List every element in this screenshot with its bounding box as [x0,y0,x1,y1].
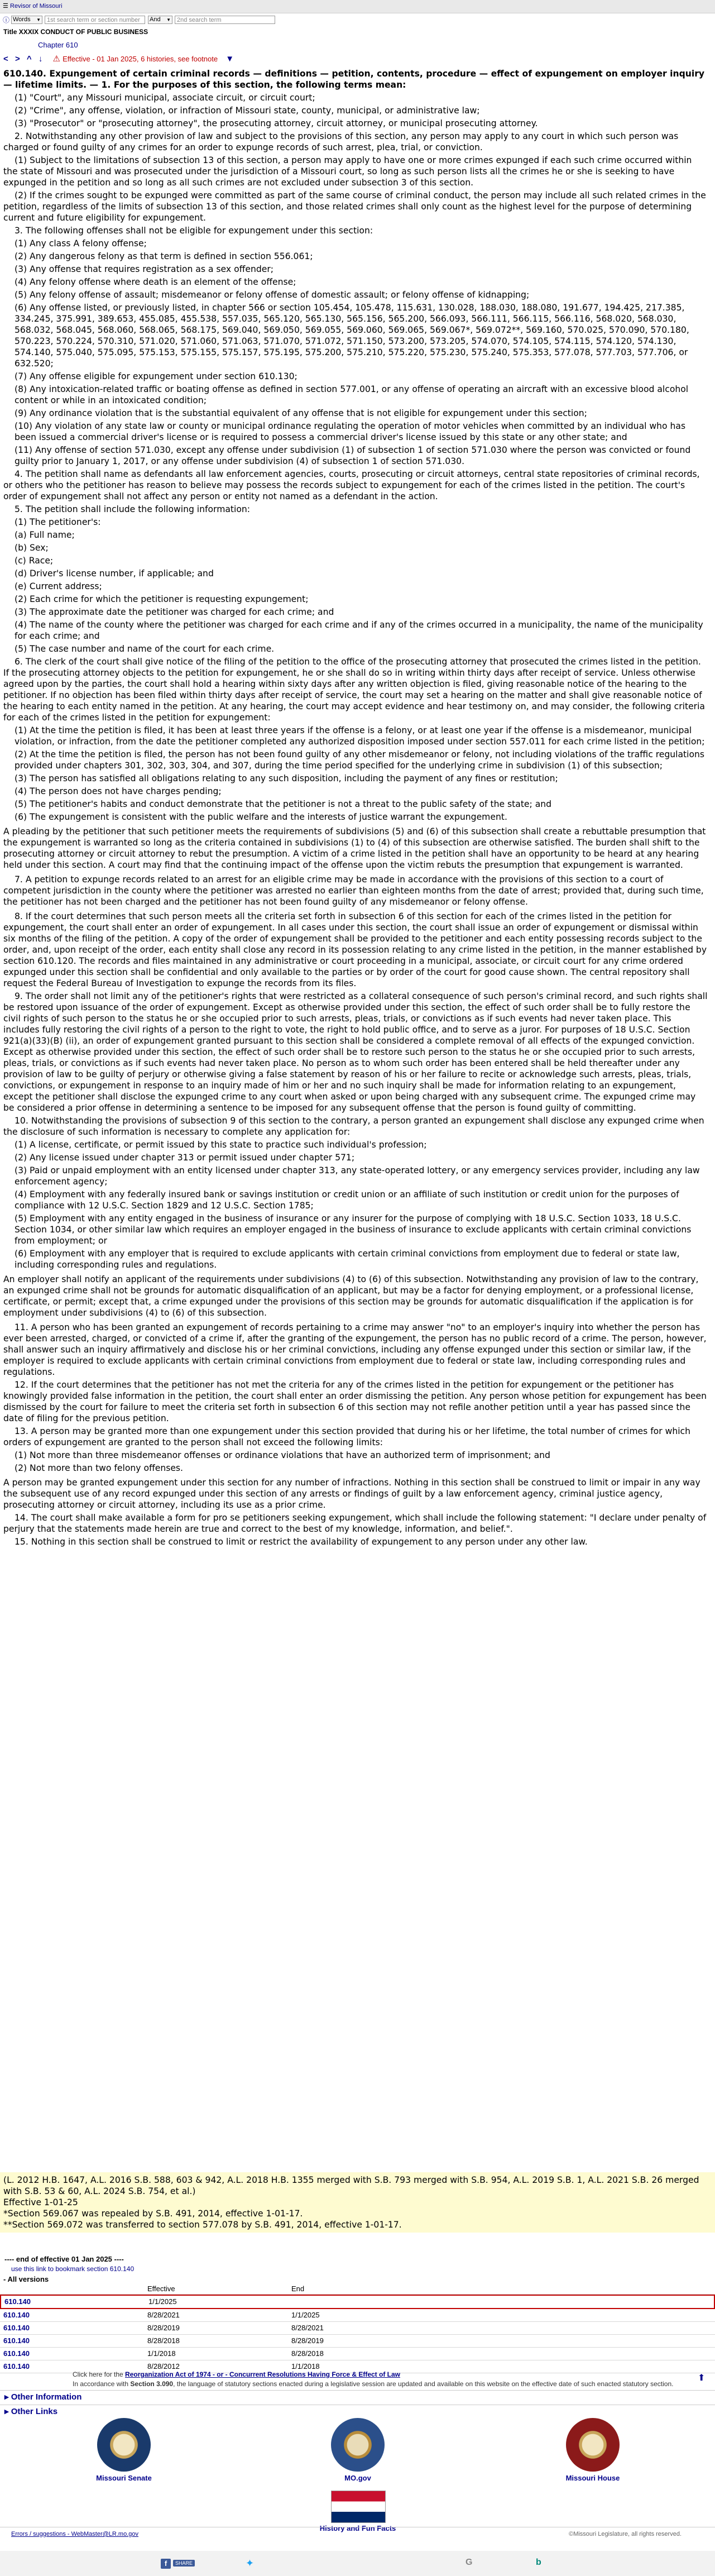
statute-paragraph: (3) "Prosecutor" or "prosecuting attorney", the prosecuting attorney, circuit attorney, or municipal prosecuting attorney. [15,118,538,128]
statute-paragraph: (1) The petitioner's: [15,517,101,527]
search-row [0,14,715,26]
version-effective: 1/1/2018 [147,2349,176,2358]
copyright: ©Missouri Legislature, all rights reserved. [569,2531,682,2537]
nav-up-button[interactable]: ^ [26,54,32,64]
google-icon[interactable]: G [466,2558,473,2567]
statute-paragraph: (2) Any dangerous felony as that term is defined in section 556.061; [15,251,313,261]
statute-paragraph: 7. A petition to expunge records related to an arrest for an eligible crime may be made in accordance with the provisions of this section to a court of competent jurisdiction in the county where the petitioner was arrested no earlier than eighteen months from the date of arrest; provided that, during such time, the petitioner has not been charged and the petitioner has not been found guilty of any misdemeanor or felony offense. [3,874,704,907]
statute-paragraph: 15. Nothing in this section shall be construed to limit or restrict the availability of expungement to any person under any other law. [15,1537,588,1547]
search-term2-input[interactable]: 2nd search term [175,16,275,24]
history-effective: Effective 1-01-25 [3,2197,78,2207]
notice-line-2 [73,2379,692,2389]
other-links-label: ▸ Other Links [4,2407,58,2416]
social-bar [0,2551,715,2576]
versions-header-row [0,2284,715,2295]
errors-link[interactable]: Errors / suggestions - WebMaster@LR.mo.gov [11,2531,138,2537]
statute-paragraph: (1) A license, certificate, or permit issued by this state to practice such individual's profession; [15,1140,427,1150]
house-seal-icon[interactable] [566,2418,620,2472]
version-effective: 8/28/2019 [147,2324,180,2332]
senate-seal-icon[interactable] [97,2418,151,2472]
version-section-link[interactable]: 610.140 [4,2297,31,2306]
statute-paragraph: (4) Any felony offense where death is an element of the offense; [15,277,296,287]
statute-paragraph: 8. If the court determines that such person meets all the criteria set forth in subsection 6 of this section for each of the crimes listed in the petition for expungement, the court shall enter an order of expungement. In all cases under this section, the court shall issue an order of expungement or dismissal within six months of the filing of the petition. A copy of the order of expungement shall be provided to the petitioner and each entity possessing records subject to the order, and, upon receipt of the order, each entity shall close any record in its possession relating to any crime listed in the petition, in the manner established by section 610.120. The records and files maintained in any administrative or court proceeding in a municipal, associate, or circuit court for any crime ordered expunged under this section shall be confidential and only available to the parties or by order of the court for good cause shown. The central repository shall request the Federal Bureau of Investigation to expunge the records from its files. [3,911,707,988]
nav-down-button[interactable]: ↓ [38,54,43,64]
statute-paragraph: (5) Employment with any entity engaged in the business of insurance or any insurer for the purpose of complying with 18 U.S.C. Section 1033, 18 U.S.C. Section 1034, or other similar law which requires an employer engaged in the business of insurance to exclude applicants with certain criminal convictions from employment; or [15,1213,692,1246]
notice-line2-prefix: In accordance with [73,2380,131,2388]
version-row[interactable] [0,2322,715,2335]
statute-paragraph: (2) If the crimes sought to be expunged were committed as part of the same course of criminal conduct, the person may include all such related crimes in the petition, regardless of the limits of subsection 13 of this section, and those related crimes shall only count as the highest level for the purpose of determining current and future eligibility for expungement. [3,190,706,223]
notice-line2-rest: , the language of statutory sections enacted during a legislative session are updated and available on this website on the effective date of such enacted statutory section. [173,2380,674,2388]
mogov-label[interactable]: MO.gov [344,2474,371,2482]
statute-paragraph: 10. Notwithstanding the provisions of subsection 9 of this section to the contrary, a person granted an expungement shall disclose any expunged crime when the disclosure of such information is necessary to complete any application for: [3,1116,704,1137]
statute-paragraph: (1) Not more than three misdemeanor offenses or ordinance violations that have an authorized term of imprisonment; and [15,1450,550,1460]
version-effective: 1/1/2025 [148,2297,177,2306]
statute-paragraph: (6) Employment with any employer that is required to exclude applicants with certain criminal convictions from employment due to federal or state law, including corresponding rules and regulations. [15,1249,680,1270]
warning-icon: ⚠ [52,54,60,64]
version-section-link[interactable]: 610.140 [3,2336,30,2345]
nav-prev-button[interactable]: < [3,54,8,64]
history-block [0,2172,715,2233]
statute-paragraph: (11) Any offense of section 571.030, except any offense under subdivision (1) of subsection 1 of section 571.030 where the person was convicted or found guilty prior to January 1, 2017, or any offense under subdivision (4) of subsection 1 of section 571.030. [15,445,691,466]
version-row[interactable] [0,2309,715,2322]
statute-paragraph: (1) At the time the petition is filed, it has been at least three years if the offense is a felony, or at least one year if the offense is a misdemeanor, municipal violation, or infraction, from the date the petitioner completed any authorized disposition imposed under section 557.011 for each crime listed in the petition; [15,725,705,747]
house-label[interactable]: Missouri House [565,2474,620,2482]
history-label[interactable]: History and Fun Facts [319,2524,396,2532]
senate-label[interactable]: Missouri Senate [96,2474,152,2482]
statute-paragraph: (2) Any license issued under chapter 313 or permit issued under chapter 571; [15,1153,355,1163]
facebook-icon[interactable]: f [161,2559,171,2569]
search-term1-input[interactable]: 1st search term or section number [45,16,145,24]
effective-note[interactable]: Effective - 01 Jan 2025, 6 histories, see footnote [63,55,218,63]
statute-paragraph: 3. The following offenses shall not be eligible for expungement under this section: [15,226,373,236]
statute-paragraph: (4) Employment with any federally insured bank or savings institution or credit union or an affiliate of such institution or credit union for the purposes of compliance with 12 U.S.C. Section 1829 and 12 U.S.C. Section 1785; [15,1189,679,1211]
version-section-link[interactable]: 610.140 [3,2311,30,2319]
statute-paragraph: A pleading by the petitioner that such petitioner meets the requirements of subdivisions (5) and (6) of this subsection shall create a rebuttable presumption that the expungement is warranted so long as the criteria contained in subdivisions (1) to (4) of this subsection are otherwise satisfied. The burden shall shift to the prosecuting attorney or circuit attorney to rebut the presumption. A victim of a crime listed in the petition shall have an opportunity to be heard at any hearing held under this section. A court may find that the continuing impact of the offense upon the victim rebuts the presumption that expungement is warranted. [3,826,706,870]
statute-paragraph: (2) At the time the petition is filed, the person has not been found guilty of any other misdemeanor or felony, not including violations of the traffic regulations provided under chapters 301, 302, 303, 304, and 307, during the time period specified for the underlying crime in subdivision (1) of this subsection; [15,749,705,771]
statute-paragraph: (6) The expungement is consistent with the public welfare and the interests of justice warrant the expungement. [15,812,507,822]
chapter-link[interactable]: Chapter 610 [38,41,78,49]
version-effective: 8/28/2012 [147,2362,180,2371]
nav-next-button[interactable]: > [15,54,20,64]
bookmark-icon[interactable]: ▼ [225,54,234,64]
statute-paragraph: An employer shall notify an applicant of the requirements under subdivisions (4) to (6) of this subsection. Notwithstanding any provision of law to the contrary, an expunged crime shall not be grounds for automatic disqualification of an applicant, but may be a factor for denying employment, or a professional license, certificate, or permit; except that, a crime expunged under the provisions of this section may be grounds for automatic disqualification if the application is for employment under subdivisions (4) to (6) of this subsection. [3,1274,699,1318]
scroll-top-icon[interactable]: ⬆ [698,2373,706,2383]
statute-paragraph: (b) Sex; [15,543,49,553]
statute-paragraphs [3,92,708,1547]
bing-icon[interactable]: b [536,2558,541,2567]
version-row[interactable] [0,2348,715,2360]
version-end: 1/1/2018 [291,2362,320,2371]
version-end: 1/1/2025 [291,2311,320,2319]
statute-paragraph: (8) Any intoxication-related traffic or boating offense as defined in section 577.001, or any offense of operating an aircraft with an excessive blood alcohol content or while in an intoxicated condition; [15,384,689,405]
statute-paragraph: (5) The petitioner's habits and conduct demonstrate that the petitioner is not a threat to the public safety of the state; and [15,799,552,809]
reorganization-link[interactable]: Reorganization Act of 1974 - or - Concurrent Resolutions Having Force & Effect of Law [125,2371,400,2378]
version-row[interactable] [0,2295,715,2309]
statute-paragraph: 14. The court shall make available a form for pro se petitioners seeking expungement, which shall include the following statement: "I declare under penalty of perjury that the statements made herein are true and correct to the best of my knowledge, information, and belief.". [3,1513,707,1534]
chevron-down-icon: ▼ [36,17,41,22]
title-line: Title XXXIX CONDUCT OF PUBLIC BUSINESS [3,28,148,36]
other-information-label: ▸ Other Information [4,2392,82,2402]
statute-paragraph: 13. A person may be granted more than one expungement under this section provided that during his or her lifetime, the total number of crimes for which orders of expungement are granted to the person shall not exceed the following limits: [3,1426,691,1447]
statute-paragraph: (c) Race; [15,556,54,566]
statute-paragraph: 11. A person who has been granted an expungement of records pertaining to a crime may answer "no" to an employer's inquiry into whether the person has ever been arrested, charged, or convicted of a crime if, after the granting of the expungement, the person has no public record of a crime. The person, however, shall answer such an inquiry affirmatively and disclose his or her criminal convictions, including any offense expunged under this section or similar law, if the employer is required to exclude applicants with certain criminal convictions from employment due to federal or state law, including corresponding rules and regulations. [3,1322,707,1377]
statute-paragraph: (4) The name of the county where the petitioner was charged for each crime and if any of the crimes occurred in a municipality, the name of the municipality for each crime; and [15,620,703,641]
statute-paragraph: 9. The order shall not limit any of the petitioner's rights that were restricted as a collateral consequence of such person's criminal record, and such rights shall be restored upon issuance of the order of expungement. Except as otherwise provided under this section, the effect of such order shall be to fully restore the civil rights of such person to the status he or she occupied prior to such arrests, pleas, trials, or convictions as if such events had never taken place. This includes fully restoring the civil rights of a person to the right to vote, the right to hold public office, and to serve as a juror. For purposes of 18 U.S.C. Section 921(a)(33)(B) (ii), an order of expungement granted pursuant to this section shall be considered a complete removal of all effects of the expunged conviction. Except as otherwise provided under this section, the effect of such order shall be to restore such person to the status he or she occupied prior to such arrests, pleas, trials, or convictions as if such events had never taken place. No person as to whom such order has been entered shall be held thereafter under any provision of law to be guilty of perjury or otherwise giving a false statement by reason of his or her failure to recite or acknowledge such arrests, pleas, trials, convictions, or expungement in response to an inquiry made of him or her and no such inquiry shall be made for information relating to an expungement, except the petitioner shall disclose the expunged crime to any court when asked or upon being charged with any subsequent crime. The expunged crime may be considered a prior offense in determining a sentence to be imposed for any subsequent offense that the person is found guilty of committing. [3,991,708,1113]
statute-paragraph: (3) The approximate date the petitioner was charged for each crime; and [15,607,334,617]
home-icon[interactable]: ☰ [3,3,8,9]
bookmark-note[interactable]: use this link to bookmark section 610.140 [11,2265,135,2273]
history-note [0,2172,715,2233]
version-effective: 8/28/2018 [147,2336,180,2345]
versions-rows [0,2295,715,2373]
history-footnote-1: *Section 569.067 was repealed by S.B. 491, 2014, effective 1-01-17. [3,2209,303,2219]
statute-paragraph: 2. Notwithstanding any other provision of law and subject to the provisions of this section, any person may apply to any court in which such person was charged or found guilty of any crimes for an order to expunge records of such arrest, plea, trial, or conviction. [3,131,679,152]
search-mode-select[interactable] [11,16,42,24]
version-row[interactable] [0,2335,715,2348]
statute-paragraph: A person may be granted expungement under this section for any number of infractions. Nothing in this section shall be construed to limit or impair in any way the subsequent use of any record expunged under this section of any arrests or findings of guilt by a law enforcement agency, criminal justice agency, prosecuting attorney or circuit attorney, including its use as a prior crime. [3,1478,700,1510]
statute-paragraph: (6) Any offense listed, or previously listed, in chapter 566 or section 105.454, 105.478, 115.631, 130.028, 188.030, 188.080, 191.677, 194.425, 217.385, 334.245, 375.991, 389.653, 455.085, 455.538, 557.035, 565.120, 565.130, 565.156, 565.200, 566.093, 566.111, 566.115, 566.116, 568.020, 568.030, 568.032, 568.045, 568.060, 568.065, 568.175, 569.040, 569.050, 569.055, 569.060, 569.065, 569.067*, 569.072**, 569.160, 570.025, 570.090, 570.180, 570.223, 570.224, 570.310, 571.020, 571.060, 571.063, 571.070, 571.072, 571.150, 573.200, 573.205, 574.070, 574.105, 574.115, 574.120, 574.130, 574.140, 575.040, 575.095, 575.153, 575.155, 575.157, 575.195, 575.200, 575.210, 575.220, 575.230, 575.240, 575.353, 577.078, 577.703, 577.706, or 632.520; [15,303,689,369]
search-operator-select[interactable] [148,16,172,24]
chevron-down-icon: ▼ [166,17,171,22]
version-effective: 8/28/2021 [147,2311,180,2319]
statute-paragraph: 6. The clerk of the court shall give notice of the filing of the petition to the office of the prosecuting attorney that prosecuted the crimes listed in the petition. If the prosecuting attorney objects to the petition for expungement, he or she shall do so in writing within thirty days after receipt of service. Unless otherwise agreed upon by the parties, the court shall hold a hearing within sixty days after any written objection is filed, giving reasonable notice of the hearing to the petitioner. If no objection has been filed within thirty days after receipt of service, the court may set a hearing on the matter and shall give reasonable notice of the hearing to each entity named in the petition. At any hearing, the court may accept evidence and hear testimony on, and may consider, the following criteria for each of the crimes listed in the petition for expungement: [3,657,705,723]
statute-paragraph: (1) Subject to the limitations of subsection 13 of this section, a person may apply to have one or more crimes expunged if each such crime occurred within the state of Missouri and was prosecuted under the jurisdiction of a Missouri court, so long as such person lists all the crimes he or she is seeking to have expunged in the petition and so long as all such crimes are not excluded under subsection 3 of this section. [3,155,692,188]
versions-table [0,2284,715,2373]
site-link[interactable]: Revisor of Missouri [10,3,63,9]
statute-paragraph: (2) Each crime for which the petitioner is requesting expungement; [15,594,309,604]
end-of-effective: ---- end of effective 01 Jan 2025 ---- [4,2255,124,2263]
statute-paragraph: (5) The case number and name of the court for each crime. [15,644,275,654]
statute-paragraph: (a) Full name; [15,530,75,540]
section-nav [3,54,234,64]
col-end-header: End [291,2285,305,2293]
version-end: 8/28/2018 [291,2349,324,2358]
statute-paragraph: (2) "Crime", any offense, violation, or infraction of Missouri state, county, municipal, or administrative law; [15,106,480,116]
twitter-icon[interactable]: ✦ [246,2558,255,2569]
statute-paragraph: (3) Any offense that requires registration as a sex offender; [15,264,273,274]
statute-paragraph: (1) "Court", any Missouri municipal, associate circuit, or circuit court; [15,93,315,103]
other-links-toggle[interactable] [0,2405,715,2419]
notice-line-1 [73,2370,692,2379]
search-mode-value: Words [13,16,31,23]
version-section-link[interactable]: 610.140 [3,2324,30,2332]
statute-paragraph: 5. The petition shall include the following information: [15,504,251,514]
statute-paragraph: (10) Any violation of any state law or county or municipal ordinance regulating the operation of motor vehicles when committed by an individual who has been issued a commercial driver's license or is required to possess a commercial driver's license issued by this state or any other state; and [15,421,686,442]
missouri-flag-icon[interactable] [331,2491,386,2523]
other-information-toggle[interactable] [0,2390,715,2404]
footer-seals [0,2418,715,2530]
statute-content [3,68,708,1549]
notice-prefix: Click here for the [73,2371,126,2378]
top-bar [0,0,715,13]
version-section-link[interactable]: 610.140 [3,2349,30,2358]
version-section-link[interactable]: 610.140 [3,2362,30,2371]
statute-paragraph: (e) Current address; [15,581,102,591]
statute-paragraph: (1) Any class A felony offense; [15,238,147,248]
statute-paragraph: (4) The person does not have charges pending; [15,786,222,796]
footer-line [0,2527,715,2541]
statute-paragraph: (3) Paid or unpaid employment with an entity licensed under chapter 313, any state-operated lottery, or any emergency services provider, including any law enforcement agency; [15,1165,700,1187]
section-heading: 610.140. Expungement of certain criminal records — definitions — petition, contents, procedure — effect of expungement on employer inquiry — lifetime limits. — 1. For the purposes of this section, the following terms mean: [3,69,705,90]
statute-paragraph: (5) Any felony offense of assault; misdemeanor or felony offense of domestic assault; or felony offense of kidnapping; [15,290,530,300]
statute-paragraph: 12. If the court determines that the petitioner has not met the criteria for any of the crimes listed in the petition for expungement or the petitioner has knowingly provided false information in the petition, the court shall enter an order dismissing the petition. Any person whose petition for expungement has been dismissed by the court for failure to meet the criteria set forth in subsection 6 of this section may not refile another petition until a year has passed since the date of filing for the previous petition. [3,1380,707,1423]
search-operator-value: And [150,16,161,23]
reorganization-notice [73,2370,706,2389]
history-source-note: (L. 2012 H.B. 1647, A.L. 2016 S.B. 588, 603 & 942, A.L. 2018 H.B. 1355 merged with S.B. 793 merged with S.B. 954, A.L. 2019 S.B. 1, A.L. 2021 S.B. 26 merged with S.B. 53 & 60, A.L. 2024 S.B. 754, et al.) [3,2175,699,2196]
statute-paragraph: (3) The person has satisfied all obligations relating to any such disposition, including the payment of any fines or restitution; [15,773,558,783]
statute-paragraph: (d) Driver's license number, if applicable; and [15,568,214,579]
mogov-seal-icon[interactable] [331,2418,385,2472]
statute-paragraph: (9) Any ordinance violation that is the substantial equivalent of any offense that is not eligible for expungement under this section; [15,408,587,418]
statute-paragraph: (7) Any offense eligible for expungement under section 610.130; [15,371,297,381]
col-effective-header: Effective [147,2285,175,2293]
notice-section-ref: Section 3.090 [130,2380,174,2388]
version-end: 8/28/2021 [291,2324,324,2332]
help-icon[interactable]: ⓘ [3,16,10,24]
share-button[interactable]: SHARE [173,2560,195,2567]
history-footnote-2: **Section 569.072 was transferred to section 577.078 by S.B. 491, 2014, effective 1-01-17. [3,2220,402,2230]
statute-paragraph: (2) Not more than two felony offenses. [15,1463,184,1473]
statute-paragraph: 4. The petition shall name as defendants all law enforcement agencies, courts, prosecuting or circuit attorneys, central state repositories of criminal records, or others who the petitioner has reason to believe may possess the records subject to expungement for each of the crimes listed in the petition. The court's order of expungement shall not affect any person or entity not named as a defendant in the action. [3,469,700,501]
version-end: 8/28/2019 [291,2336,324,2345]
all-versions-label[interactable]: - All versions [3,2275,49,2283]
